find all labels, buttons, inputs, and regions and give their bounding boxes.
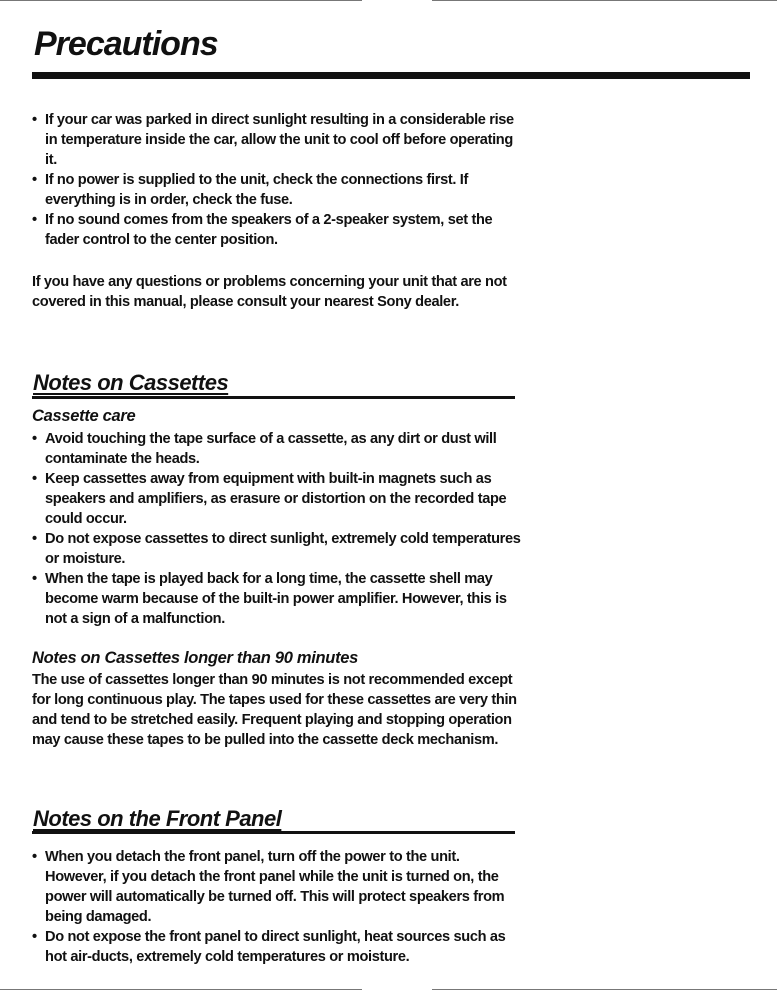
section-rule-cassettes	[32, 396, 515, 399]
front-panel-list	[32, 847, 522, 967]
list-item: • Do not expose the front panel to direct sunlight, heat sources such as hot air-ducts, extremely cold temperatures or moisture.	[32, 927, 522, 967]
long-cassettes-paragraph: The use of cassettes longer than 90 minutes is not recommended except for long continuous play. The tapes used for these cassettes are very thin and tend to be stretched easily. Frequent playing and stopping operation may cause these tapes to be pulled into the cassette deck mechanism.	[32, 672, 517, 748]
list-item: • Do not expose cassettes to direct sunlight, extremely cold temperatures or moisture.	[32, 529, 522, 569]
scan-edge-bottom-left	[0, 989, 362, 990]
list-item: • Keep cassettes away from equipment with built-in magnets such as speakers and amplifiers, as erasure or distortion on the recorded tape could occur.	[32, 469, 522, 529]
precautions-list	[32, 110, 522, 250]
list-item: • If your car was parked in direct sunlight resulting in a considerable rise in temperature inside the car, allow the unit to cool off before operating it.	[32, 110, 522, 170]
list-item: • If no power is supplied to the unit, check the connections first. If everything is in order, check the fuse.	[32, 170, 522, 210]
contact-paragraph: If you have any questions or problems concerning your unit that are not covered in this manual, please consult your nearest Sony dealer.	[32, 274, 507, 310]
scan-edge-bottom-right	[432, 989, 777, 990]
scan-edge-top-right	[432, 0, 777, 1]
section-rule-front-panel	[32, 831, 515, 834]
list-item: • If no sound comes from the speakers of a 2-speaker system, set the fader control to the center position.	[32, 210, 522, 250]
list-item: • Avoid touching the tape surface of a cassette, as any dirt or dust will contaminate the heads.	[32, 429, 522, 469]
page-title: Precautions	[34, 25, 218, 63]
sub-heading-long-cassettes: Notes on Cassettes longer than 90 minutes	[32, 649, 359, 667]
title-rule	[32, 72, 750, 79]
sub-heading-cassette-care: Cassette care	[32, 407, 136, 425]
section-heading-cassettes: Notes on Cassettes	[33, 370, 229, 395]
list-item: • When you detach the front panel, turn off the power to the unit. However, if you detach the front panel while the unit is turned on, the power will automatically be turned off. This will protect speakers from being damaged.	[32, 847, 522, 927]
scan-edge-top-left	[0, 0, 362, 1]
list-item: • When the tape is played back for a long time, the cassette shell may become warm because of the built-in power amplifier. However, this is not a sign of a malfunction.	[32, 569, 522, 629]
section-heading-front-panel: Notes on the Front Panel	[33, 806, 282, 831]
cassette-care-list	[32, 429, 522, 629]
